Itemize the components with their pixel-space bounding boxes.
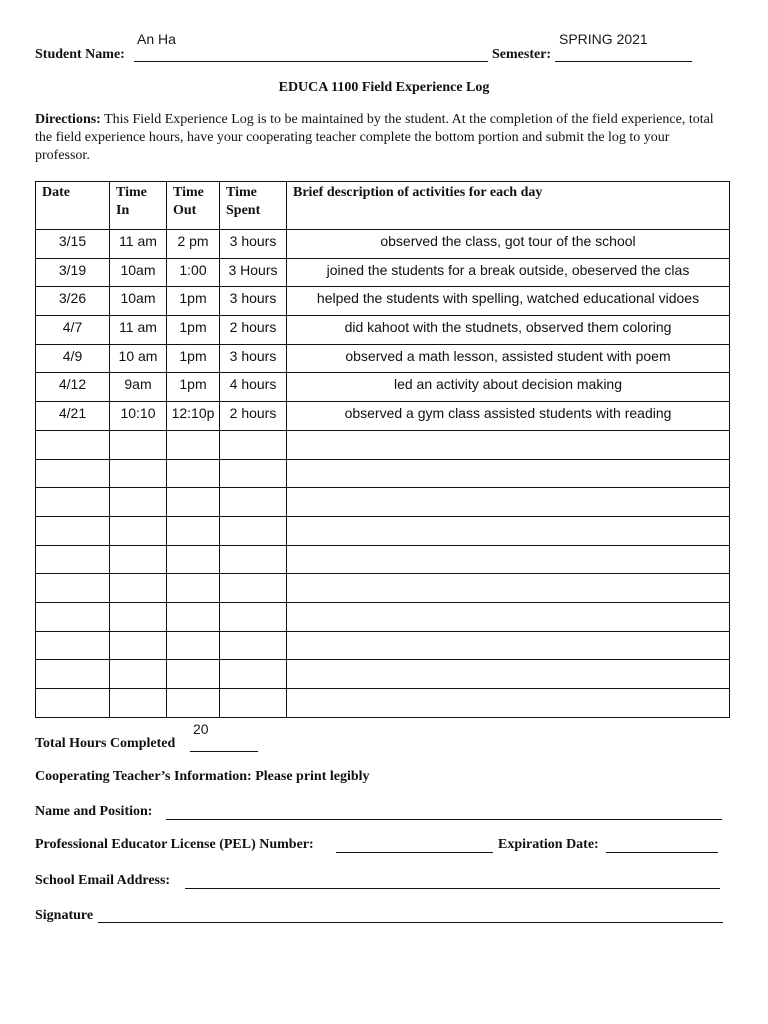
cell-description[interactable] — [287, 631, 730, 660]
cell-time-spent[interactable] — [220, 660, 287, 689]
cell-time-spent[interactable] — [220, 430, 287, 459]
cell-time-spent[interactable]: 4 hours — [220, 373, 287, 402]
cell-time-out[interactable]: 1pm — [167, 344, 220, 373]
email-line[interactable] — [185, 888, 720, 889]
cell-time-spent[interactable]: 3 hours — [220, 230, 287, 259]
cell-description[interactable] — [287, 689, 730, 718]
table-row — [36, 344, 730, 373]
cell-time-out[interactable]: 2 pm — [167, 230, 220, 259]
cell-date[interactable] — [36, 516, 110, 545]
cell-description[interactable]: led an activity about decision making — [287, 373, 730, 402]
cell-time-out[interactable] — [167, 574, 220, 603]
cell-time-spent[interactable] — [220, 516, 287, 545]
cell-date[interactable] — [36, 631, 110, 660]
cell-time-out[interactable] — [167, 516, 220, 545]
cell-time-in[interactable] — [110, 545, 167, 574]
cell-time-out[interactable] — [167, 459, 220, 488]
cell-time-in[interactable] — [110, 574, 167, 603]
signature-label: Signature — [35, 908, 94, 923]
cell-time-out[interactable] — [167, 631, 220, 660]
cell-time-spent[interactable] — [220, 631, 287, 660]
table-row — [36, 373, 730, 402]
cell-time-in[interactable]: 10 am — [110, 344, 167, 373]
cell-time-in[interactable]: 10am — [110, 287, 167, 316]
signature-line[interactable] — [98, 922, 723, 923]
cell-date[interactable] — [36, 488, 110, 517]
field-experience-table — [35, 181, 730, 718]
table-row — [36, 602, 730, 631]
email-label: School Email Address: — [35, 873, 171, 888]
table-row — [36, 660, 730, 689]
cell-time-spent[interactable] — [220, 545, 287, 574]
cell-description[interactable] — [287, 430, 730, 459]
student-name-line[interactable] — [134, 61, 488, 62]
cell-time-out[interactable] — [167, 430, 220, 459]
cell-description[interactable]: helped the students with spelling, watched educational vidoes — [287, 287, 730, 316]
cell-date[interactable]: 4/12 — [36, 373, 110, 402]
cell-description[interactable] — [287, 488, 730, 517]
cell-date[interactable] — [36, 602, 110, 631]
table-row — [36, 430, 730, 459]
cell-date[interactable]: 3/26 — [36, 287, 110, 316]
semester-line[interactable] — [555, 61, 692, 62]
table-row — [36, 230, 730, 259]
cell-description[interactable]: joined the students for a break outside, obeserved the clas — [287, 258, 730, 287]
cell-time-out[interactable]: 1pm — [167, 373, 220, 402]
header-time-out: Time Out — [167, 182, 220, 230]
student-name-value: An Ha — [137, 31, 176, 47]
cell-time-in[interactable] — [110, 516, 167, 545]
cell-time-out[interactable] — [167, 689, 220, 718]
cell-time-in[interactable]: 9am — [110, 373, 167, 402]
cell-date[interactable] — [36, 459, 110, 488]
directions-text: This Field Experience Log is to be maintained by the student. At the completion of the field experience, total the field experience hours, have your cooperating teacher complete the bottom portion and submit the log to your professor. — [35, 112, 714, 163]
cell-time-in[interactable] — [110, 689, 167, 718]
total-hours-value: 20 — [193, 721, 209, 737]
cell-date[interactable]: 3/19 — [36, 258, 110, 287]
table-header-row — [36, 182, 730, 230]
cell-description[interactable]: observed a gym class assisted students with reading — [287, 402, 730, 431]
cell-description[interactable] — [287, 516, 730, 545]
semester-value: SPRING 2021 — [559, 31, 648, 47]
cell-time-out[interactable] — [167, 660, 220, 689]
cell-time-in[interactable] — [110, 459, 167, 488]
cell-date[interactable] — [36, 660, 110, 689]
cell-date[interactable]: 4/7 — [36, 316, 110, 345]
table-row — [36, 516, 730, 545]
table-row — [36, 459, 730, 488]
cell-time-in[interactable] — [110, 602, 167, 631]
cell-date[interactable] — [36, 545, 110, 574]
table-row — [36, 488, 730, 517]
cell-time-spent[interactable]: 2 hours — [220, 316, 287, 345]
semester-label: Semester: — [492, 47, 552, 62]
cell-time-spent[interactable] — [220, 602, 287, 631]
student-name-label: Student Name: — [35, 47, 125, 62]
table-row — [36, 287, 730, 316]
cell-date[interactable]: 4/9 — [36, 344, 110, 373]
pel-label: Professional Educator License (PEL) Number: — [35, 837, 314, 852]
header-date: Date — [36, 182, 110, 230]
cell-time-spent[interactable] — [220, 689, 287, 718]
pel-line[interactable] — [336, 852, 493, 853]
cell-date[interactable] — [36, 430, 110, 459]
cell-description[interactable] — [287, 459, 730, 488]
table-row — [36, 402, 730, 431]
cell-time-in[interactable]: 11 am — [110, 230, 167, 259]
header-time-spent: Time Spent — [220, 182, 287, 230]
cell-time-out[interactable]: 1pm — [167, 287, 220, 316]
total-hours-line[interactable] — [190, 751, 258, 752]
cell-time-in[interactable]: 10am — [110, 258, 167, 287]
cell-time-out[interactable]: 1pm — [167, 316, 220, 345]
cell-description[interactable] — [287, 660, 730, 689]
table-row — [36, 631, 730, 660]
expiration-line[interactable] — [606, 852, 718, 853]
cell-time-in[interactable] — [110, 488, 167, 517]
cell-description[interactable]: did kahoot with the studnets, observed them coloring — [287, 316, 730, 345]
cell-time-in[interactable] — [110, 430, 167, 459]
cell-time-spent[interactable]: 3 hours — [220, 344, 287, 373]
table-row — [36, 574, 730, 603]
cell-time-spent[interactable]: 3 hours — [220, 287, 287, 316]
document-title: EDUCA 1100 Field Experience Log — [278, 80, 490, 95]
cell-time-out[interactable] — [167, 602, 220, 631]
header-time-in: Time In — [110, 182, 167, 230]
cell-time-spent[interactable] — [220, 459, 287, 488]
name-position-line[interactable] — [166, 819, 722, 820]
cell-time-out[interactable] — [167, 545, 220, 574]
cell-time-in[interactable]: 11 am — [110, 316, 167, 345]
cell-time-spent[interactable]: 2 hours — [220, 402, 287, 431]
table-row — [36, 316, 730, 345]
cooperating-teacher-heading: Cooperating Teacher’s Information: Please print legibly — [35, 769, 370, 784]
cell-time-in[interactable] — [110, 660, 167, 689]
cell-time-in[interactable]: 10:10 — [110, 402, 167, 431]
cell-time-spent[interactable] — [220, 574, 287, 603]
table-row — [36, 545, 730, 574]
cell-time-in[interactable] — [110, 631, 167, 660]
cell-time-out[interactable]: 12:10p — [167, 402, 220, 431]
cell-time-out[interactable] — [167, 488, 220, 517]
directions — [35, 111, 725, 165]
cell-time-spent[interactable] — [220, 488, 287, 517]
cell-date[interactable]: 3/15 — [36, 230, 110, 259]
cell-description[interactable] — [287, 602, 730, 631]
cell-date[interactable] — [36, 689, 110, 718]
cell-time-out[interactable]: 1:00 — [167, 258, 220, 287]
cell-time-spent[interactable]: 3 Hours — [220, 258, 287, 287]
name-position-label: Name and Position: — [35, 804, 153, 819]
expiration-label: Expiration Date: — [498, 837, 599, 852]
cell-description[interactable] — [287, 574, 730, 603]
header-description: Brief description of activities for each day — [287, 182, 730, 230]
table-row — [36, 258, 730, 287]
cell-date[interactable] — [36, 574, 110, 603]
cell-date[interactable]: 4/21 — [36, 402, 110, 431]
total-hours-label: Total Hours Completed — [35, 736, 176, 751]
directions-label: Directions: — [35, 112, 101, 127]
cell-description[interactable]: observed the class, got tour of the school — [287, 230, 730, 259]
cell-description[interactable] — [287, 545, 730, 574]
table-row — [36, 689, 730, 718]
cell-description[interactable]: observed a math lesson, assisted student with poem — [287, 344, 730, 373]
